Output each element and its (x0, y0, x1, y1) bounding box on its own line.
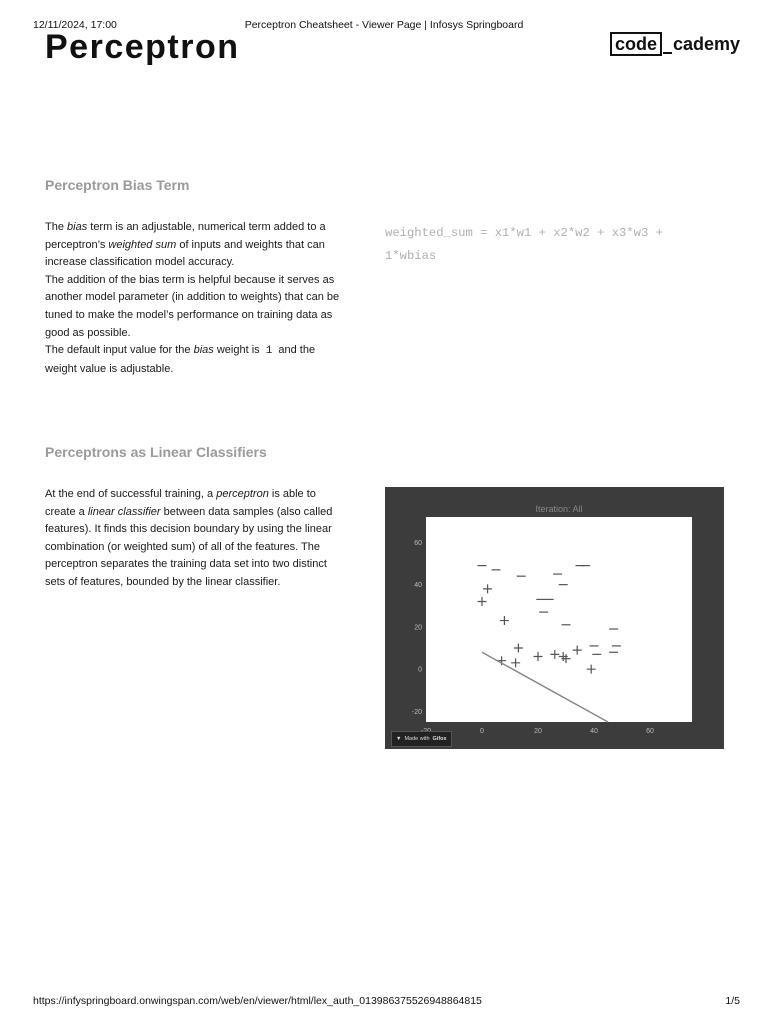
print-url: https://infyspringboard.onwingspan.com/web/en/viewer/html/lex_auth_0139863755269488648​15 (33, 995, 482, 1007)
inline-code-1: 1 (265, 345, 273, 358)
bias-paragraph-1: The bias term is an adjustable, numerical term added to a perceptron’s weighted sum of inputs and weights that can increase classification model accuracy. (45, 221, 326, 269)
x-tick-label: 20 (534, 728, 542, 735)
section-title-bias: Perceptron Bias Term (45, 177, 190, 193)
code-line-1: weighted_sum = x1*w1 + x2*w2 + x3*w3 + (385, 226, 663, 240)
code-block-weighted-sum (385, 222, 725, 268)
page-title: Perceptron (45, 28, 240, 66)
print-doc-title: Perceptron Cheatsheet - Viewer Page | Infosys Springboard (244, 19, 524, 31)
bias-description (45, 219, 345, 378)
x-tick-label: 40 (590, 728, 598, 735)
linear-description (45, 486, 345, 592)
print-datetime: 12/11/2024, 17:00 (33, 19, 117, 31)
bias-paragraph-3: The default input value for the bias weight is 1 and the weight value is adjustable. (45, 344, 316, 375)
badge-brand: Gifox (432, 736, 447, 742)
y-tick-label: -20 (411, 708, 422, 716)
chart-title: Iteration: All (535, 504, 583, 514)
badge-text: Made with (404, 736, 430, 742)
perceptron-animation-gif (385, 487, 724, 749)
gifox-icon: ▼ (396, 736, 402, 742)
logo-code-box: code (610, 32, 662, 56)
x-tick-label: 0 (480, 728, 484, 735)
y-tick-label: 40 (414, 582, 422, 590)
y-tick-label: 0 (418, 666, 422, 674)
perceptron-scatter-chart (385, 487, 724, 749)
page-number: 1/5 (725, 995, 740, 1007)
plot-area (426, 517, 692, 722)
x-tick-label: 60 (646, 728, 654, 735)
codecademy-logo (610, 32, 740, 56)
section-title-linear: Perceptrons as Linear Classifiers (45, 444, 267, 460)
linear-paragraph-1: At the end of successful training, a perceptron is able to create a linear classifier between data samples (also called features). It finds this decision boundary by using the linear combination (or weighted sum) of all of the features. The perceptron separates the training data set into two distinct sets of features, bounded by the linear classifier. (45, 488, 333, 588)
y-tick-label: 20 (414, 624, 422, 632)
logo-cursor (663, 52, 672, 54)
code-line-2: 1*wbias (385, 249, 437, 263)
bias-paragraph-2: The addition of the bias term is helpful because it serves as another model parameter (in addition to weights) that can be tuned to make the model’s performance on training data as good as possible. (45, 273, 340, 339)
made-with-gifox-badge (391, 731, 452, 747)
logo-cademy-text: cademy (673, 33, 741, 54)
y-tick-label: 60 (414, 539, 422, 547)
